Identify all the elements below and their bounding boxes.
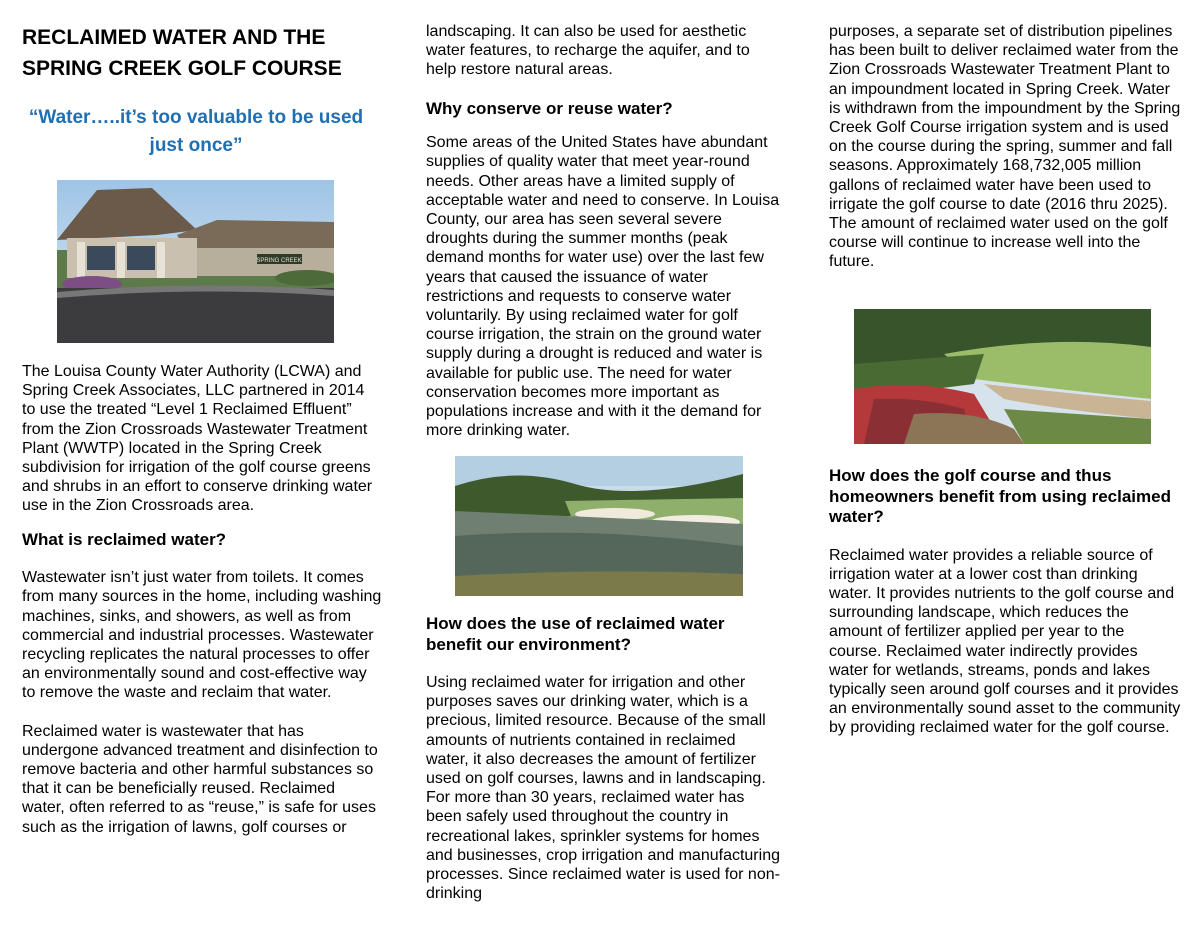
pond-photo xyxy=(455,456,743,596)
heading-environment-benefit: How does the use of reclaimed water benefit our environment? xyxy=(426,614,725,654)
wastewater-paragraph: Wastewater isn’t just water from toilets. It comes from many sources in the home, including washing machines, sinks, and showers, as well as from commercial and industrial processes. Wastewater recycling replicates the natural processes to offer an environmentally sound and cost-effective way to remove the waste and reclaim that water. xyxy=(22,569,382,702)
landscaping-continued-paragraph: landscaping. It can also be used for aesthetic water features, to recharge the aquifer, and to help restore natural areas. xyxy=(426,23,750,79)
clubhouse-sign: SPRING CREEK xyxy=(256,258,302,264)
reclaimed-definition-paragraph: Reclaimed water is wastewater that has undergone advanced treatment and disinfection to remove bacteria and other harmful substances so that it can be beneficially reused. Reclaimed water, often referred to as “reuse,” is safe for uses such as the irrigation of lawns, golf courses or xyxy=(22,722,378,836)
pipelines-continued-paragraph: purposes, a separate set of distribution pipelines has been built to deliver reclaimed water from the Zion Crossroads Wastewater Treatment Plant to an impoundment located in Spring Creek. Water is withdrawn from the impoundment by the Spring Creek Golf Course irrigation system and is used on the course during the spring, summer and fall seasons. Approximately 168,732,005 million gallons of reclaimed water have been used to irrigate the golf course to date (2016 thru 2025). The amount of reclaimed water used on the golf course will continue to increase well into the future. xyxy=(829,23,1181,271)
page-title: RECLAIMED WATER AND THE SPRING CREEK GOLF COURSE xyxy=(22,26,342,80)
homeowners-benefit-paragraph: Reclaimed water provides a reliable source of irrigation water at a lower cost than drinking water. It provides nutrients to the golf course and surrounding landscape, which reduces the amount of fertilizer applied per year to the course. Reclaimed water indirectly provides water for wetlands, streams, ponds and lakes typically seen around golf courses and it provides an environmentally sound asset to the community by providing reclaimed water for the golf course. xyxy=(829,546,1181,737)
environment-paragraph: Using reclaimed water for irrigation and other purposes saves our drinking water, which is a precious, limited resource. Because of the small amounts of nutrients contained in reclaimed water, it also decreases the amount of fertilizer used on golf courses, lawns and in landscaping. For more than 30 years, reclaimed water has been safely used throughout the country in recreational lakes, sprinkler systems for homes and businesses, crop irrigation and manufacturing processes. Since reclaimed water is used for non-drinking xyxy=(426,674,780,903)
heading-what-is-reclaimed-water: What is reclaimed water? xyxy=(22,529,227,549)
tagline-quote: “Water…..it’s too valuable to be used just once” xyxy=(28,107,364,156)
clubhouse-photo xyxy=(57,180,334,343)
golf-course-photo xyxy=(854,309,1151,444)
conserve-paragraph: Some areas of the United States have abundant supplies of quality water that meet year-round needs. Other areas have a limited supply of acceptable water and need to conserve. In Louisa County, our area has seen several severe droughts during the summer months (peak demand months for water use) over the last few years that caused the issuance of water restrictions and requests to conserve water voluntarily. By using reclaimed water for golf course irrigation, the strain on the ground water supply during a drought is reduced and water is available for public use. The need for water conservation becomes more important as populations increase and with it the demand for more drinking water. xyxy=(426,134,780,440)
intro-paragraph: The Louisa County Water Authority (LCWA) and Spring Creek Associates, LLC partnered in 2014 to use the treated “Level 1 Reclaimed Effluent” from the Zion Crossroads Wastewater Treatment Plant (WWTP) located in the Spring Creek subdivision for irrigation of the golf course greens and shrubs in an effort to conserve drinking water use in the Zion Crossroads area. xyxy=(22,363,373,515)
heading-why-conserve: Why conserve or reuse water? xyxy=(426,98,673,118)
heading-homeowners-benefit: How does the golf course and thus homeowners benefit from using reclaimed water? xyxy=(829,466,1171,526)
